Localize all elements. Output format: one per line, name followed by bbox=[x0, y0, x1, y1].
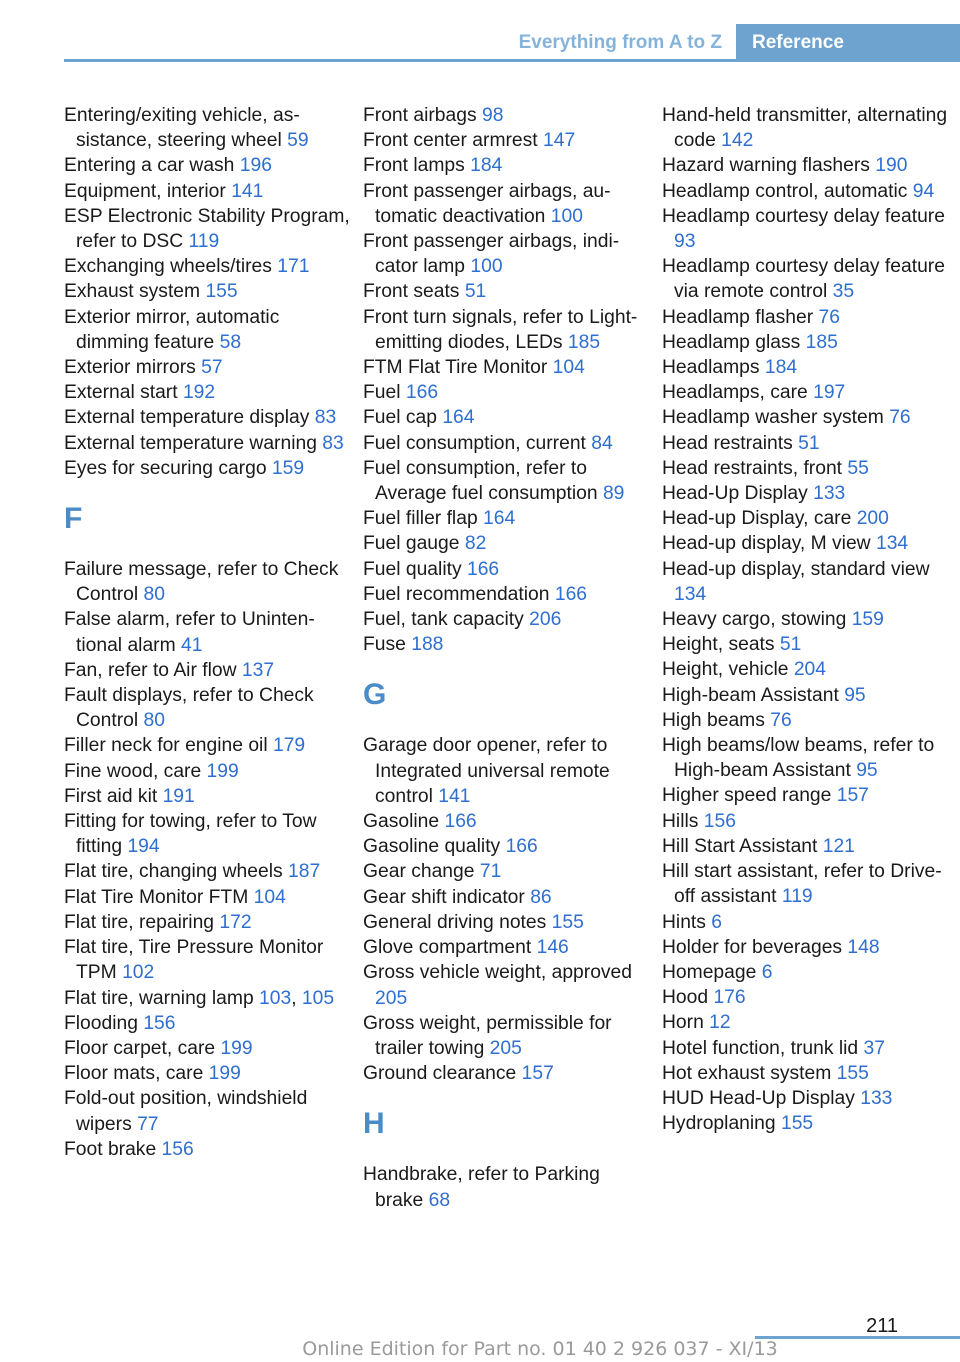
index-entry bbox=[662, 910, 952, 935]
entry-text: Fine wood, care bbox=[64, 760, 207, 782]
page-link[interactable]: 141 bbox=[231, 180, 264, 202]
entry-text: General driving notes bbox=[363, 911, 552, 933]
entry-text: Head-Up Display bbox=[662, 483, 814, 505]
edition-footer: Online Edition for Part no. 01 40 2 926 037 - XI/13 bbox=[302, 1338, 778, 1360]
page-link[interactable]: 121 bbox=[822, 835, 855, 857]
index-entry bbox=[662, 1111, 952, 1136]
entry-text: Flooding bbox=[64, 1012, 144, 1034]
entry-text: External temperature display bbox=[64, 407, 315, 429]
entry-text: Exterior mirror, automatic dimming feature bbox=[64, 306, 280, 353]
entry-text: Gasoline bbox=[363, 811, 445, 833]
page-link[interactable]: 155 bbox=[780, 1113, 814, 1135]
index-entry bbox=[662, 859, 952, 909]
entry-text: Flat tire, warning lamp bbox=[64, 987, 260, 1009]
index-entry bbox=[662, 456, 952, 481]
page-link[interactable]: 155 bbox=[551, 911, 584, 933]
page-link[interactable]: 119 bbox=[188, 231, 220, 253]
page-link[interactable]: 185 bbox=[567, 331, 601, 353]
index-entry bbox=[64, 759, 350, 784]
page-link[interactable]: 86 bbox=[530, 886, 552, 908]
index-entry bbox=[64, 885, 350, 910]
index-entry bbox=[363, 1162, 649, 1212]
page-link[interactable]: 105 bbox=[301, 987, 335, 1009]
index-entry bbox=[363, 153, 649, 178]
entry-text: Fuel gauge bbox=[363, 533, 465, 555]
entry-text: Head restraints bbox=[662, 432, 799, 454]
page-link[interactable]: 84 bbox=[591, 432, 613, 454]
entry-text: Hydroplaning bbox=[662, 1113, 781, 1135]
entry-text: Fuel consumption, current bbox=[363, 432, 592, 454]
index-entry bbox=[64, 809, 350, 859]
entry-text: Fuel filler flap bbox=[363, 508, 484, 530]
entry-text: False alarm, refer to Unintentional alarm bbox=[64, 609, 315, 656]
page-link[interactable]: 166 bbox=[405, 382, 439, 404]
index-entry bbox=[662, 1036, 952, 1061]
page-link[interactable]: 166 bbox=[505, 836, 538, 858]
page-link[interactable]: 58 bbox=[219, 331, 242, 353]
entry-text: Glove compartment bbox=[363, 937, 537, 959]
entry-text: Head-up display, standard view bbox=[662, 558, 930, 580]
index-entry bbox=[64, 179, 350, 204]
page-link[interactable]: 68 bbox=[428, 1189, 451, 1211]
entry-text: Gross vehicle weight, approved bbox=[363, 962, 633, 984]
entry-text: Hill start assistant, refer to Drive-off assistant bbox=[662, 861, 942, 908]
page-link[interactable]: 197 bbox=[813, 382, 846, 404]
index-entry bbox=[662, 783, 952, 808]
entry-text: Gasoline quality bbox=[363, 836, 506, 858]
page-link[interactable]: 157 bbox=[836, 785, 869, 807]
index-entry bbox=[363, 910, 649, 935]
entry-text: Exterior mirrors bbox=[64, 357, 202, 379]
index-entry bbox=[363, 355, 649, 380]
page-link[interactable]: 100 bbox=[470, 256, 503, 278]
page-link[interactable]: 76 bbox=[889, 407, 911, 429]
entry-text: First aid kit bbox=[64, 785, 163, 807]
index-entry bbox=[662, 632, 952, 657]
entry-text: Eyes for securing cargo bbox=[64, 457, 272, 479]
index-entry bbox=[363, 557, 649, 582]
page-link[interactable]: 141 bbox=[438, 785, 471, 807]
index-entry bbox=[64, 456, 350, 481]
entry-text: Garage door opener, refer to Integrated universal remote control bbox=[363, 735, 610, 807]
index-entry bbox=[363, 885, 649, 910]
index-entry bbox=[662, 103, 952, 153]
page-link[interactable]: 76 bbox=[818, 306, 840, 328]
page-link[interactable]: 82 bbox=[464, 533, 487, 555]
entry-text: High beams/low beams, refer to High-beam Assistant bbox=[662, 735, 935, 782]
page-link[interactable]: 41 bbox=[181, 634, 203, 656]
entry-text: Gross weight, permissible for trailer towing bbox=[363, 1012, 612, 1059]
entry-text: Flat Tire Monitor FTM bbox=[64, 886, 254, 908]
index-entry bbox=[662, 481, 952, 506]
index-entry bbox=[64, 103, 350, 153]
page-link[interactable]: 55 bbox=[847, 457, 869, 479]
index-column-3 bbox=[662, 103, 952, 1136]
index-entry bbox=[662, 1061, 952, 1086]
page-link[interactable]: 83 bbox=[314, 407, 337, 429]
letter-heading: H bbox=[363, 1107, 385, 1141]
index-column-2 bbox=[363, 103, 649, 1213]
entry-text: Headlamp courtesy delay feature via remote control bbox=[662, 256, 945, 303]
reference-tab[interactable]: Reference bbox=[736, 24, 960, 62]
page-link[interactable]: 166 bbox=[466, 558, 500, 580]
page-link[interactable]: 37 bbox=[863, 1037, 885, 1059]
entry-text: Floor mats, care bbox=[64, 1063, 209, 1085]
entry-text: Gear change bbox=[363, 861, 480, 883]
index-entry bbox=[363, 632, 649, 657]
index-entry bbox=[64, 254, 350, 279]
page-link[interactable]: 80 bbox=[143, 584, 165, 606]
page-link[interactable]: 89 bbox=[602, 483, 625, 505]
index-entry bbox=[64, 279, 350, 304]
entry-text: Holder for beverages bbox=[662, 936, 848, 958]
index-entry bbox=[363, 859, 649, 884]
index-entry bbox=[662, 1086, 952, 1111]
page-link[interactable]: 190 bbox=[875, 155, 908, 177]
index-entry bbox=[64, 1011, 350, 1036]
page-link[interactable]: 137 bbox=[241, 659, 275, 681]
page-link[interactable]: 159 bbox=[271, 457, 305, 479]
index-entry bbox=[662, 1010, 952, 1035]
index-entry bbox=[662, 355, 952, 380]
entry-text: Heavy cargo, stowing bbox=[662, 609, 852, 631]
entry-text: Front airbags bbox=[363, 105, 482, 126]
page-link[interactable]: 176 bbox=[713, 987, 746, 1009]
page-link[interactable]: 184 bbox=[764, 357, 798, 379]
page-link[interactable]: 6 bbox=[711, 911, 723, 933]
page-link[interactable]: 205 bbox=[375, 987, 408, 1009]
page-link[interactable]: 100 bbox=[550, 205, 583, 227]
entry-text: Higher speed range bbox=[662, 785, 837, 807]
index-entry bbox=[64, 405, 350, 430]
index-entry bbox=[662, 380, 952, 405]
index-entry bbox=[662, 834, 952, 859]
index-entry bbox=[64, 305, 350, 355]
letter-heading: F bbox=[64, 502, 83, 536]
index-entry bbox=[64, 784, 350, 809]
page-link[interactable]: 166 bbox=[554, 583, 588, 605]
page-link[interactable]: 199 bbox=[220, 1037, 253, 1059]
index-entry bbox=[662, 607, 952, 632]
page-link[interactable]: 93 bbox=[674, 231, 696, 253]
index-entry bbox=[64, 859, 350, 884]
entry-text: Front turn signals, refer to Light-emitting diodes, LEDs bbox=[363, 306, 638, 353]
page-link[interactable]: 184 bbox=[470, 155, 503, 177]
entry-text: Failure message, refer to Check Control bbox=[64, 559, 339, 606]
index-entry bbox=[363, 1061, 649, 1086]
page-header bbox=[64, 24, 960, 62]
index-entry bbox=[662, 405, 952, 430]
entry-text: Fan, refer to Air flow bbox=[64, 659, 242, 681]
page-link[interactable]: 76 bbox=[770, 709, 792, 731]
page-link[interactable]: 199 bbox=[208, 1063, 241, 1085]
index-entry bbox=[363, 128, 649, 153]
page-link[interactable]: 205 bbox=[489, 1037, 522, 1059]
page-link[interactable]: 147 bbox=[543, 130, 576, 152]
page-link[interactable]: 6 bbox=[761, 961, 773, 983]
index-column-1 bbox=[64, 103, 350, 1162]
entry-text: Exchanging wheels/tires bbox=[64, 256, 278, 278]
entry-text: Entering/exiting vehicle, assistance, steering wheel bbox=[64, 105, 300, 152]
index-entry bbox=[662, 733, 952, 783]
index-entry bbox=[662, 708, 952, 733]
page-link[interactable]: 134 bbox=[875, 533, 909, 555]
index-entry bbox=[662, 935, 952, 960]
entry-text: Fuel, tank capacity bbox=[363, 609, 530, 631]
index-entry bbox=[64, 355, 350, 380]
entry-text: Head restraints, front bbox=[662, 457, 848, 479]
index-entry bbox=[363, 431, 649, 456]
entry-text: Hood bbox=[662, 987, 714, 1009]
entry-text: Fold-out position, windshield wipers bbox=[64, 1088, 308, 1135]
entry-text: Head-up display, M view bbox=[662, 533, 876, 555]
index-entry bbox=[363, 733, 649, 809]
entry-text: Fuel recommendation bbox=[363, 583, 555, 605]
page-link[interactable]: 199 bbox=[206, 760, 239, 782]
entry-text: Filler neck for engine oil bbox=[64, 735, 273, 757]
page-link[interactable]: 95 bbox=[844, 684, 866, 706]
entry-text: Headlamps bbox=[662, 357, 765, 379]
index-entry bbox=[363, 305, 649, 355]
index-entry bbox=[64, 431, 350, 456]
page-link[interactable]: 185 bbox=[805, 331, 838, 353]
page-link[interactable]: 95 bbox=[856, 760, 878, 782]
index-entry bbox=[363, 834, 649, 859]
index-entry bbox=[662, 153, 952, 178]
index-entry bbox=[363, 456, 649, 506]
index-entry bbox=[64, 986, 350, 1011]
entry-text: Flat tire, changing wheels bbox=[64, 861, 288, 883]
index-entry bbox=[64, 204, 350, 254]
page-link[interactable]: 148 bbox=[847, 936, 880, 958]
page-link[interactable]: 155 bbox=[205, 281, 238, 303]
page-link[interactable]: 57 bbox=[201, 357, 223, 379]
entry-text: Fuse bbox=[363, 634, 412, 656]
index-entry bbox=[363, 380, 649, 405]
index-entry bbox=[363, 1011, 649, 1061]
entry-text: Exhaust system bbox=[64, 281, 206, 303]
entry-text: Hints bbox=[662, 911, 712, 933]
entry-text: Hot exhaust system bbox=[662, 1062, 837, 1084]
index-entry bbox=[64, 1061, 350, 1086]
entry-text: Headlamp glass bbox=[662, 331, 806, 353]
entry-text: Fuel bbox=[363, 382, 406, 404]
page-link[interactable]: 51 bbox=[464, 281, 487, 303]
index-entry bbox=[363, 103, 649, 128]
index-entry bbox=[662, 179, 952, 204]
page-link[interactable]: 179 bbox=[272, 735, 306, 757]
entry-text: Headlamp flasher bbox=[662, 306, 819, 328]
page-link[interactable]: 156 bbox=[161, 1138, 194, 1160]
page-link[interactable]: 194 bbox=[127, 836, 160, 858]
entry-text: Fitting for towing, refer to Tow fitting bbox=[64, 811, 317, 858]
entry-text: Hill Start Assistant bbox=[662, 835, 823, 857]
page-number: 211 bbox=[866, 1315, 898, 1337]
index-entry bbox=[662, 506, 952, 531]
entry-text: Ground clearance bbox=[363, 1063, 522, 1085]
index-entry bbox=[64, 607, 350, 657]
index-entry bbox=[662, 254, 952, 304]
page-link[interactable]: 192 bbox=[182, 382, 216, 404]
page-link[interactable]: 164 bbox=[483, 508, 516, 530]
page-link[interactable]: 157 bbox=[521, 1063, 554, 1085]
page-link[interactable]: 104 bbox=[253, 886, 286, 908]
entry-text: External start bbox=[64, 382, 183, 404]
entry-text: ESP Electronic Stability Program, refer to DSC bbox=[64, 205, 350, 253]
index-entry bbox=[662, 531, 952, 556]
index-entry bbox=[662, 204, 952, 254]
index-entry bbox=[64, 380, 350, 405]
entry-text: Horn bbox=[662, 1012, 710, 1034]
index-entry bbox=[64, 935, 350, 985]
entry-text: Hazard warning flashers bbox=[662, 155, 876, 177]
index-entry bbox=[64, 733, 350, 758]
entry-text: Equipment, interior bbox=[64, 180, 232, 202]
page-link[interactable]: 188 bbox=[411, 634, 444, 656]
entry-text: Hand-held transmitter, alternating code bbox=[662, 105, 948, 152]
index-entry bbox=[363, 582, 649, 607]
page-link[interactable]: 191 bbox=[162, 785, 195, 807]
index-entry bbox=[662, 305, 952, 330]
entry-text: FTM Flat Tire Monitor bbox=[363, 357, 553, 379]
index-entry bbox=[64, 1137, 350, 1162]
index-entry bbox=[662, 330, 952, 355]
index-entry bbox=[64, 557, 350, 607]
entry-text: High-beam Assistant bbox=[662, 684, 845, 706]
page-link[interactable]: 134 bbox=[674, 583, 707, 605]
entry-text: Front passenger airbags, indicator lamp bbox=[363, 231, 620, 278]
page-link[interactable]: 94 bbox=[912, 180, 935, 202]
entry-text: Front seats bbox=[363, 281, 465, 303]
index-entry bbox=[662, 809, 952, 834]
page-link[interactable]: 164 bbox=[442, 407, 475, 429]
entry-text: Fuel consumption, refer to Average fuel consumption bbox=[363, 457, 603, 505]
entry-text: Fuel quality bbox=[363, 558, 467, 580]
page-link[interactable]: 142 bbox=[721, 130, 754, 152]
page-link[interactable]: 166 bbox=[444, 811, 477, 833]
entry-text: Fuel cap bbox=[363, 407, 443, 429]
page-link[interactable]: 133 bbox=[813, 483, 846, 505]
index-entry bbox=[64, 658, 350, 683]
page-link[interactable]: 103 bbox=[259, 987, 292, 1009]
page-link[interactable]: 171 bbox=[277, 256, 310, 278]
index-entry bbox=[363, 279, 649, 304]
index-entry bbox=[662, 683, 952, 708]
page-separator: , bbox=[291, 987, 302, 1009]
index-entry bbox=[662, 657, 952, 682]
entry-text: Front center armrest bbox=[363, 130, 544, 152]
entry-text: External temperature warning bbox=[64, 432, 323, 454]
entry-text: Headlamp control, automatic bbox=[662, 180, 913, 202]
entry-text: Headlamp courtesy delay feature bbox=[662, 205, 945, 227]
index-entry bbox=[64, 1086, 350, 1136]
entry-text: Headlamps, care bbox=[662, 382, 814, 404]
index-entry bbox=[64, 1036, 350, 1061]
page-link[interactable]: 71 bbox=[479, 861, 502, 883]
page-link[interactable]: 155 bbox=[836, 1062, 869, 1084]
entry-text: Front passenger airbags, automatic deactivation bbox=[363, 180, 611, 227]
page-link[interactable]: 83 bbox=[322, 432, 344, 454]
index-entry bbox=[363, 179, 649, 229]
page-link[interactable]: 133 bbox=[860, 1087, 893, 1109]
entry-text: High beams bbox=[662, 709, 771, 731]
page-link[interactable]: 204 bbox=[793, 659, 826, 681]
page-link[interactable]: 98 bbox=[481, 105, 504, 126]
header-rule bbox=[64, 59, 960, 62]
page-link[interactable]: 187 bbox=[288, 861, 321, 883]
page-link[interactable]: 196 bbox=[239, 155, 272, 177]
section-title: Everything from A to Z bbox=[518, 32, 722, 53]
page-link[interactable]: 35 bbox=[832, 281, 855, 303]
page-link[interactable]: 172 bbox=[219, 911, 252, 933]
entry-text: Height, vehicle bbox=[662, 659, 794, 681]
index-entry bbox=[662, 985, 952, 1010]
page-link[interactable]: 51 bbox=[798, 432, 820, 454]
page-link[interactable]: 12 bbox=[709, 1012, 731, 1034]
letter-heading: G bbox=[363, 678, 387, 712]
index-entry bbox=[363, 809, 649, 834]
page-link[interactable]: 159 bbox=[851, 609, 884, 631]
index-entry bbox=[363, 229, 649, 279]
page-link[interactable]: 206 bbox=[529, 609, 562, 631]
entry-text: Flat tire, Tire Pressure Monitor TPM bbox=[64, 937, 324, 984]
page-link[interactable]: 102 bbox=[122, 962, 155, 984]
page-link[interactable]: 146 bbox=[536, 937, 569, 959]
page-link[interactable]: 119 bbox=[781, 886, 813, 908]
page-link[interactable]: 104 bbox=[552, 357, 585, 379]
page-link[interactable]: 200 bbox=[856, 508, 889, 530]
page-link[interactable]: 156 bbox=[703, 810, 736, 832]
entry-text: Homepage bbox=[662, 961, 762, 983]
page-link[interactable]: 59 bbox=[287, 130, 309, 152]
index-entry bbox=[363, 531, 649, 556]
index-entry bbox=[662, 960, 952, 985]
entry-text: Gear shift indicator bbox=[363, 886, 531, 908]
entry-text: Floor carpet, care bbox=[64, 1037, 221, 1059]
entry-text: Foot brake bbox=[64, 1138, 162, 1160]
entry-text: Headlamp washer system bbox=[662, 407, 890, 429]
entry-text: Head-up Display, care bbox=[662, 508, 857, 530]
index-entry bbox=[64, 910, 350, 935]
entry-text: HUD Head-Up Display bbox=[662, 1087, 861, 1109]
entry-text: Height, seats bbox=[662, 634, 780, 656]
page-link[interactable]: 77 bbox=[137, 1113, 159, 1135]
page-link[interactable]: 51 bbox=[779, 634, 802, 656]
index-entry bbox=[363, 506, 649, 531]
index-entry bbox=[363, 607, 649, 632]
entry-text: Hotel function, trunk lid bbox=[662, 1037, 864, 1059]
entry-text: Fault displays, refer to Check Control bbox=[64, 685, 314, 732]
index-entry bbox=[363, 935, 649, 960]
entry-text: Hills bbox=[662, 810, 704, 832]
index-entry bbox=[363, 405, 649, 430]
entry-text: Front lamps bbox=[363, 155, 471, 177]
entry-text: Flat tire, repairing bbox=[64, 911, 220, 933]
page-link[interactable]: 80 bbox=[143, 710, 165, 732]
index-entry bbox=[662, 557, 952, 607]
entry-text: Entering a car wash bbox=[64, 155, 240, 177]
index-entry bbox=[64, 683, 350, 733]
index-entry bbox=[64, 153, 350, 178]
entry-text: Handbrake, refer to Parking brake bbox=[363, 1164, 600, 1211]
index-entry bbox=[363, 960, 649, 1010]
page-link[interactable]: 156 bbox=[143, 1012, 176, 1034]
index-entry bbox=[662, 431, 952, 456]
